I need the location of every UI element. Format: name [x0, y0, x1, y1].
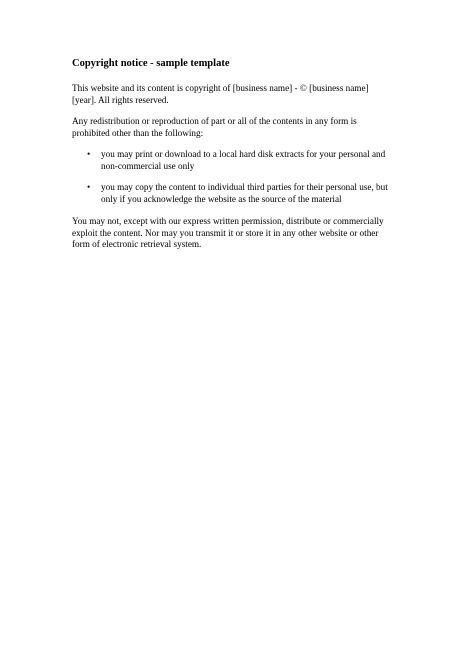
restrictions-paragraph: [72, 216, 412, 251]
bullet-point-icon: •: [87, 182, 91, 192]
paragraph-line: form of electronic retrieval system.: [72, 239, 202, 249]
paragraph-line: [year]. All rights reserved.: [72, 94, 169, 105]
redistribution-paragraph: [72, 116, 412, 139]
paragraph-line: This website and its content is copyright of [business name] - © [business name]: [72, 83, 369, 93]
paragraph-line: You may not, except with our express written permission, distribute or commercially: [72, 216, 384, 226]
bullet-line: only if you acknowledge the website as the source of the material: [101, 193, 342, 204]
paragraph-line: Any redistribution or reproduction of part or all of the contents in any form is: [72, 116, 357, 126]
copyright-statement-paragraph: [72, 83, 412, 106]
bullet-item-print-download: [101, 149, 421, 172]
paragraph-line: exploit the content. Nor may you transmit it or store it in any other website or other: [72, 227, 379, 238]
bullet-line: you may print or download to a local hard disk extracts for your personal and: [101, 149, 386, 159]
bullet-item-copy-content: [101, 182, 421, 205]
bullet-line: you may copy the content to individual third parties for their personal use, but: [101, 182, 388, 192]
document-title: Copyright notice - sample template: [72, 58, 230, 69]
bullet-line: non-commercial use only: [101, 160, 195, 171]
paragraph-line: prohibited other than the following:: [72, 127, 204, 138]
bullet-point-icon: •: [87, 149, 91, 159]
